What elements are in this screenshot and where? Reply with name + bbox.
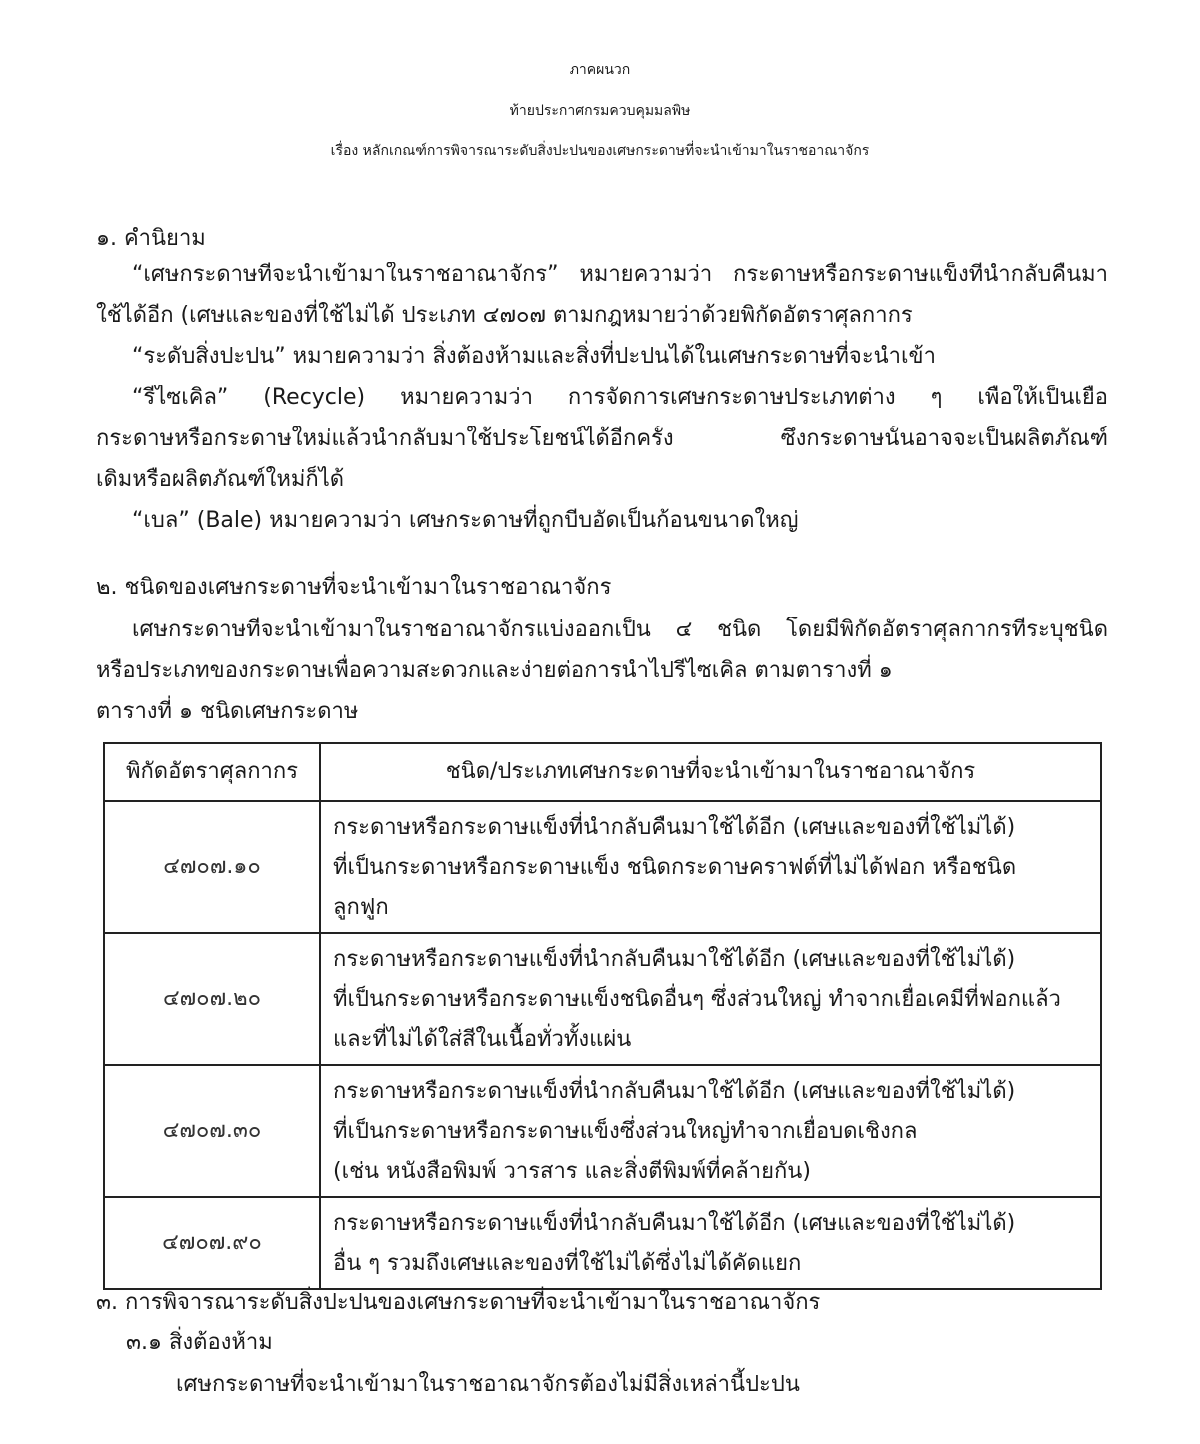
table-row: [104, 933, 1101, 1065]
description-cell: [320, 1197, 1101, 1289]
definition-line: เดิมหรือผลิตภัณฑ์ใหม่ก็ได้: [96, 467, 345, 492]
description-cell: [320, 1065, 1101, 1197]
description-line: ที่เป็นกระดาษหรือกระดาษแข็งชนิดอื่นๆ ซึ่งส่วนใหญ่ ทำจากเยื่อเคมีที่ฟอกแล้ว: [333, 987, 1061, 1012]
section-3-1-text: เศษกระดาษที่จะนำเข้ามาในราชอาณาจักรต้องไม่มีสิ่งเหล่านี้ปะปน: [176, 1372, 800, 1397]
section-3-1-heading: ๓.๑ สิ่งต้องห้าม: [126, 1330, 273, 1355]
definition-line: กระดาษหรือกระดาษใหม่แล้วนำกลับมาใช้ประโยชน์ได้อีกครั้ง ซึ่งกระดาษนั้นอาจจะเป็นผลิตภัณฑ์: [96, 426, 1108, 451]
section-2-text: หรือประเภทของกระดาษเพื่อความสะดวกและง่ายต่อการนำไปรีไซเคิล ตามตารางที่ ๑: [96, 658, 893, 683]
section-2-heading: ๒. ชนิดของเศษกระดาษที่จะนำเข้ามาในราชอาณาจักร: [96, 575, 612, 600]
tariff-code-cell: ๔๗๐๗.๑๐: [104, 801, 320, 933]
section-1-heading: ๑. คำนิยาม: [96, 226, 206, 251]
description-line: กระดาษหรือกระดาษแข็งที่นำกลับคืนมาใช้ได้อีก (เศษและของที่ใช้ไม่ได้): [333, 815, 1016, 840]
table-row: [104, 1065, 1101, 1197]
description-line: ที่เป็นกระดาษหรือกระดาษแข็งซึ่งส่วนใหญ่ทำจากเยื่อบดเชิงกล: [333, 1119, 918, 1144]
description-cell: [320, 933, 1101, 1065]
description-line: อื่น ๆ รวมถึงเศษและของที่ใช้ไม่ได้ซึ่งไม่ได้คัดแยก: [333, 1251, 802, 1276]
description-line: (เช่น หนังสือพิมพ์ วารสาร และสิ่งตีพิมพ์ที่คล้ายกัน): [333, 1159, 811, 1184]
description-line: กระดาษหรือกระดาษแข็งที่นำกลับคืนมาใช้ได้อีก (เศษและของที่ใช้ไม่ได้): [333, 947, 1016, 972]
waste-paper-table: [103, 742, 1102, 1290]
definition-line: “เศษกระดาษที่จะนำเข้ามาในราชอาณาจักร” หมายความว่า กระดาษหรือกระดาษแข็งที่นำกลับคืนมา: [132, 262, 1108, 287]
tariff-code-cell: ๔๗๐๗.๒๐: [104, 933, 320, 1065]
tariff-code-cell: ๔๗๐๗.๙๐: [104, 1197, 320, 1289]
table-caption: ตารางที่ ๑ ชนิดเศษกระดาษ: [96, 699, 359, 724]
section-2-text: เศษกระดาษที่จะนำเข้ามาในราชอาณาจักรแบ่งออกเป็น ๔ ชนิด โดยมีพิกัดอัตราศุลกากรที่ระบุชนิด: [132, 617, 1108, 642]
description-line: และที่ไม่ได้ใส่สีในเนื้อทั่วทั้งแผ่น: [333, 1027, 632, 1052]
section-3-heading: ๓. การพิจารณาระดับสิ่งปะปนของเศษกระดาษที่จะนำเข้ามาในราชอาณาจักร: [96, 1290, 821, 1315]
description-cell: [320, 801, 1101, 933]
definition-line: ใช้ได้อีก (เศษและของที่ใช้ไม่ได้ ประเภท ๔๗๐๗ ตามกฎหมายว่าด้วยพิกัดอัตราศุลกากร: [96, 303, 913, 328]
description-line: กระดาษหรือกระดาษแข็งที่นำกลับคืนมาใช้ได้อีก (เศษและของที่ใช้ไม่ได้): [333, 1211, 1016, 1236]
column-header-tariff: พิกัดอัตราศุลกากร: [104, 743, 320, 801]
description-line: ลูกฟูก: [333, 895, 389, 920]
definition-line: “เบล” (Bale) หมายความว่า เศษกระดาษที่ถูกบีบอัดเป็นก้อนขนาดใหญ่: [132, 508, 799, 533]
table-row: [104, 801, 1101, 933]
tariff-code-cell: ๔๗๐๗.๓๐: [104, 1065, 320, 1197]
definition-line: “ระดับสิ่งปะปน” หมายความว่า สิ่งต้องห้ามและสิ่งที่ปะปนได้ในเศษกระดาษที่จะนำเข้า: [132, 344, 936, 369]
column-header-type: ชนิด/ประเภทเศษกระดาษที่จะนำเข้ามาในราชอาณาจักร: [320, 743, 1101, 801]
appendix-title: ภาคผนวก: [569, 62, 631, 78]
subject-title: เรื่อง หลักเกณฑ์การพิจารณาระดับสิ่งปะปนของเศษกระดาษที่จะนำเข้ามาในราชอาณาจักร: [330, 143, 870, 159]
description-line: ที่เป็นกระดาษหรือกระดาษแข็ง ชนิดกระดาษคราฟต์ที่ไม่ได้ฟอก หรือชนิด: [333, 855, 1017, 880]
definition-line: “รีไซเคิล” (Recycle) หมายความว่า การจัดการเศษกระดาษประเภทต่าง ๆ เพื่อให้เป็นเยื่อ: [132, 385, 1108, 410]
table-row: [104, 1197, 1101, 1289]
announcement-subtitle: ท้ายประกาศกรมควบคุมมลพิษ: [509, 103, 691, 119]
table-header-row: [104, 743, 1101, 801]
description-line: กระดาษหรือกระดาษแข็งที่นำกลับคืนมาใช้ได้อีก (เศษและของที่ใช้ไม่ได้): [333, 1079, 1016, 1104]
